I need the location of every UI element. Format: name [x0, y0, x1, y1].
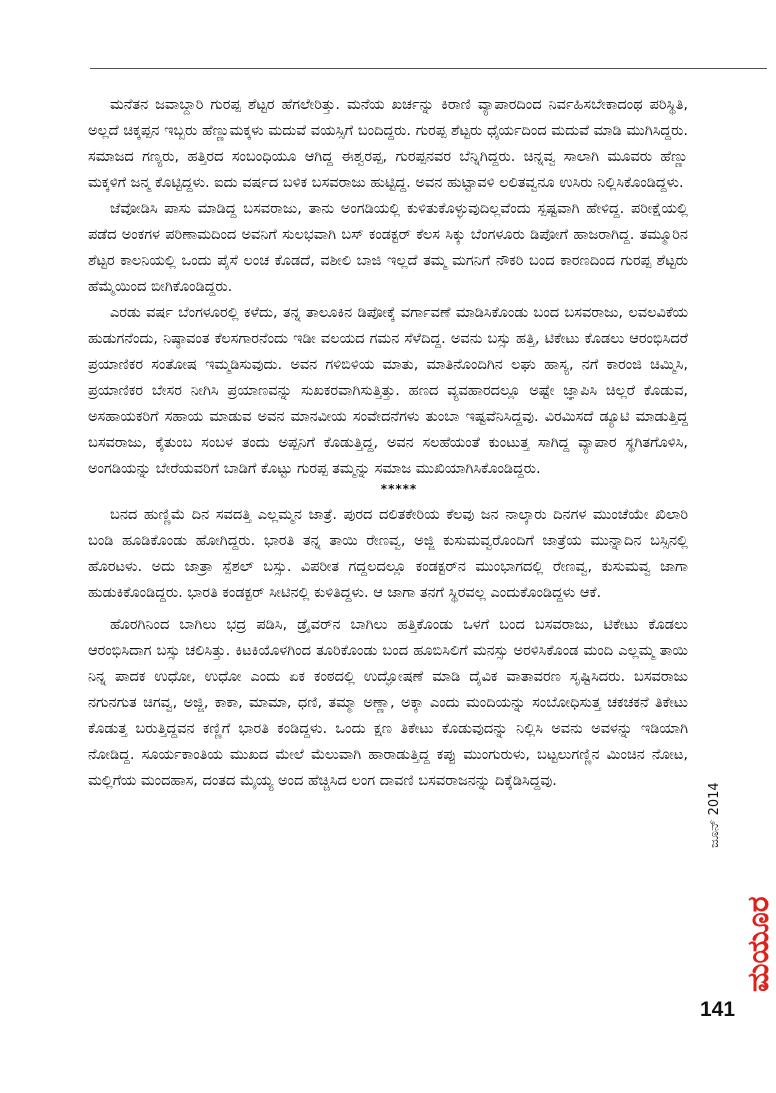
- issue-date: ಜೂನ್ 2014: [707, 782, 722, 848]
- paragraph: ಹೊರಗಿನಿಂದ ಬಾಗಿಲು ಭದ್ರ ಪಡಿಸಿ, ಡ್ರೈವರ್‌ನ ಬಾಗಿಲು ಹತ್ತಿಕೊಂಡು ಒಳಗೆ ಬಂದ ಬಸವರಾಜು, ಟಿಕೇಟು ಕೊಡಲು ಆರಂಭಿಸಿದಾಗ ಬಸ್ಸು ಚಲಿಸಿತ್ತು. ಕಿಟಕಿಯೊಳಗಿಂದ ತೂರಿಕೊಂಡು ಬಂದ ಹೂಬಿಸಿಲಿಗೆ ಮನಸ್ಸು ಅರಳಿಸಿಕೊಂಡ ಮಂದಿ ಎಲ್ಲಮ್ಮ ತಾಯಿ ನಿನ್ನ ಪಾದಕ ಉಧೋ, ಉಧೋ ಎಂದು ಏಕ ಕಂಠದಲ್ಲಿ ಉದ್ಘೋಷಣೆ ಮಾಡಿ ದೈವಿಕ ವಾತಾವರಣ ಸೃಷ್ಟಿಸಿದರು. ಬಸವರಾಜು ನಗುನಗುತ ಚಿಗವ್ವ, ಅಜ್ಜಿ, ಕಾಕಾ, ಮಾಮಾ, ಧಣಿ, ತಮ್ಮಾ ಅಣ್ಣಾ, ಅಕ್ಕಾ ಎಂದು ಮಂದಿಯನ್ನು ಸಂಬೋಧಿಸುತ್ತ ಚಕಚಕನೆ ತಿಕೇಟು ಕೊಡುತ್ತ ಬರುತ್ತಿದ್ದವನ ಕಣ್ಣಿಗೆ ಭಾರತಿ ಕಂಡಿದ್ದಳು. ಒಂದು ಕ್ಷಣ ತಿಕೇಟು ಕೊಡುವುದನ್ನು ನಿಲ್ಲಿಸಿ ಅವನು ಅವಳನ್ನು ಇಡಿಯಾಗಿ ನೋಡಿದ್ದ. ಸೂರ್ಯಕಾಂತಿಯ ಮುಖದ ಮೇಲೆ ಮೆಲುವಾಗಿ ಹಾರಾಡುತ್ತಿದ್ದ ಕಪ್ಪು ಮುಂಗುರುಳು, ಬಟ್ಟಲುಗಣ್ಣಿನ ಮಿಂಚಿನ ನೋಟ, ಮಲ್ಲಿಗೆಯ ಮಂದಹಾಸ, ದಂತದ ಮೈಯ್ಯ ಅಂದ ಹೆಚ್ಚಿಸಿದ ಲಂಗ ದಾವಣಿ ಬಸವರಾಜನನ್ನು ದಿಕ್ಕೆಡಿಸಿದ್ದವು.: [88, 617, 689, 789]
- header-rule: [90, 68, 767, 69]
- article-body: [88, 92, 688, 794]
- paragraph: ಬನದ ಹುಣ್ಣಿಮೆ ದಿನ ಸವದತ್ತಿ ಎಲ್ಲಮ್ಮನ ಜಾತ್ರೆ. ಪುರದ ದಲಿತಕೇರಿಯ ಕೆಲವು ಜನ ನಾಲ್ಕಾರು ದಿನಗಳ ಮುಂಚೆಯೇ ಖಿಲಾರಿ ಬಂಡಿ ಹೂಡಿಕೊಂಡು ಹೋಗಿದ್ದರು. ಭಾರತಿ ತನ್ನ ತಾಯಿ ರೇಣವ್ವ, ಅಜ್ಜಿ ಕುಸುಮವ್ವರೊಂದಿಗೆ ಜಾತ್ರೆಯ ಮುನ್ನಾದಿನ ಬಸ್ಸಿನಲ್ಲಿ ಹೊರಟಳು. ಅದು ಜಾತ್ರಾ ಸ್ಪೆಶಲ್ ಬಸ್ಸು. ವಿಪರೀತ ಗದ್ದಲದಲ್ಲೂ ಕಂಡಕ್ಟರ್‌ನ ಮುಂಭಾಗದಲ್ಲಿ ರೇಣವ್ವ, ಕುಸುಮವ್ವ ಜಾಗಾ ಹುಡುಕಿಕೊಂಡಿದ್ದರು. ಭಾರತಿ ಕಂಡಕ್ಟರ್ ಸೀಟಿನಲ್ಲಿ ಕುಳಿತಿದ್ದಳು. ಆ ಜಾಗಾ ತನಗೆ ಸ್ಥಿರವಲ್ಲ ಎಂದುಕೊಂಡಿದ್ದಳು ಆಕೆ.: [88, 507, 688, 601]
- paragraph: ಜೆವೋಡಿಸಿ ಪಾಸು ಮಾಡಿದ್ದ ಬಸವರಾಜು, ತಾನು ಅಂಗಡಿಯಲ್ಲಿ ಕುಳಿತುಕೊಳ್ಳುವುದಿಲ್ಲವೆಂದು ಸ್ಪಷ್ಟವಾಗಿ ಹೇಳಿದ್ದ. ಪರೀಕ್ಷೆಯಲ್ಲಿ ಪಡೆದ ಅಂಕಗಳ ಪರಿಣಾಮದಿಂದ ಅವನಿಗೆ ಸುಲಭವಾಗಿ ಬಸ್ ಕಂಡಕ್ಟರ್ ಕೆಲಸ ಸಿಕ್ಕು ಬೆಂಗಳೂರು ಡಿಪೋಗೆ ಹಾಜರಾಗಿದ್ದ. ತಮ್ಮೂರಿನ ಶೆಟ್ಟರ ಕಾಲನಿಯಲ್ಲಿ ಒಂದು ಪೈಸೆ ಲಂಚ ಕೊಡದೆ, ವಶೀಲಿ ಬಾಜಿ ಇಲ್ಲದೆ ತಮ್ಮ ಮಗನಿಗೆ ನೌಕರಿ ಬಂದ ಕಾರಣದಿಂದ ಗುರಪ್ಪ ಶೆಟ್ಟರು ಹೆಮ್ಮೆಯಿಂದ ಬೀಗಿಕೊಂಡಿದ್ದರು.: [88, 201, 688, 295]
- paragraph: ಎರಡು ವರ್ಷ ಬೆಂಗಳೂರಲ್ಲಿ ಕಳೆದು, ತನ್ನ ತಾಲೂಕಿನ ಡಿಪೋಕ್ಕೆ ವರ್ಗಾವಣೆ ಮಾಡಿಸಿಕೊಂಡು ಬಂದ ಬಸವರಾಜು, ಲವಲವಿಕೆಯ ಹುಡುಗನೆಂದು, ನಿಷ್ಠಾವಂತ ಕೆಲಸಗಾರನೆಂದು ಇಡೀ ವಲಯದ ಗಮನ ಸೆಳೆದಿದ್ದ. ಅವನು ಬಸ್ಸು ಹತ್ತಿ, ಟಿಕೇಟು ಕೊಡಲು ಆರಂಭಿಸಿದರೆ ಪ್ರಯಾಣಿಕರ ಸಂತೋಷ ಇಮ್ಮಡಿಸುವುದು. ಅವನ ಗಳಿಬಿಳಿಯ ಮಾತು, ಮಾತಿನೊಂದಿಗಿನ ಲಘು ಹಾಸ್ಯ, ನಗೆ ಕಾರಂಜಿ ಚಿಮ್ಮಿಸಿ, ಪ್ರಯಾಣಿಕರ ಬೇಸರ ನೀಗಿಸಿ ಪ್ರಯಾಣವನ್ನು ಸುಖಕರವಾಗಿಸುತ್ತಿತ್ತು. ಹಣದ ವ್ಯವಹಾರದಲ್ಲೂ ಅಷ್ಟೇ ಜ್ಞಾಪಿಸಿ ಚಿಲ್ಲರೆ ಕೊಡುವ, ಅಸಹಾಯಕರಿಗೆ ಸಹಾಯ ಮಾಡುವ ಅವನ ಮಾನವೀಯ ಸಂವೇದನೆಗಳು ತುಂಬಾ ಇಷ್ಟವೆನಿಸಿದ್ದವು. ವಿರಮಿಸದೆ ಡ್ಯೂಟಿ ಮಾಡುತ್ತಿದ್ದ ಬಸವರಾಜು, ಕೈತುಂಬ ಸಂಬಳ ತಂದು ಅಪ್ಪನಿಗೆ ಕೊಡುತ್ತಿದ್ದ, ಅವನ ಸಲಹೆಯಂತೆ ಕುಂಟುತ್ತ ಸಾಗಿದ್ದ ವ್ಯಾಪಾರ ಸ್ಥಗಿತಗೊಳಿಸಿ, ಅಂಗಡಿಯನ್ನು ಬೇರೆಯವರಿಗೆ ಬಾಡಿಗೆ ಕೊಟ್ಟು ಗುರಪ್ಪ ತಮ್ಮನ್ನು ಸಮಾಜ ಮುಖಿಯಾಗಿಸಿಕೊಂಡಿದ್ದರು.: [88, 305, 688, 477]
- section-separator: *****: [380, 482, 418, 496]
- paragraph: ಮನೆತನ ಜವಾಬ್ದಾರಿ ಗುರಪ್ಪ ಶೆಟ್ಟರ ಹೆಗಲೇರಿತ್ತು. ಮನೆಯ ಖರ್ಚನ್ನು ಕಿರಾಣಿ ವ್ಯಾಪಾರದಿಂದ ನಿರ್ವಹಿಸಬೇಕಾದಂಥ ಪರಿಸ್ಥಿತಿ, ಅಲ್ಲದೆ ಚಿಕ್ಕಪ್ಪನ ಇಬ್ಬರು ಹೆಣ್ಣುಮಕ್ಕಳು ಮದುವೆ ವಯಸ್ಸಿಗೆ ಬಂದಿದ್ದರು. ಗುರಪ್ಪ ಶೆಟ್ಟರು ಧೈರ್ಯದಿಂದ ಮದುವೆ ಮಾಡಿ ಮುಗಿಸಿದ್ದರು. ಸಮಾಜದ ಗಣ್ಯರು, ಹತ್ತಿರದ ಸಂಬಂಧಿಯೂ ಆಗಿದ್ದ ಈಶ್ವರಪ್ಪ, ಗುರಪ್ಪನವರ ಬೆನ್ನಿಗಿದ್ದರು. ಚಿನ್ನವ್ವ ಸಾಲಾಗಿ ಮೂವರು ಹೆಣ್ಣು ಮಕ್ಕಳಿಗೆ ಜನ್ಮ ಕೊಟ್ಟಿದ್ದಳು. ಐದು ವರ್ಷದ ಬಳಿಕ ಬಸವರಾಜು ಹುಟ್ಟಿದ್ದ. ಅವನ ಹುಟ್ಟಾವಳಿ ಲಲಿತವ್ವನೂ ಉಸಿರು ನಿಲ್ಲಿಸಿಕೊಂಡಿದ್ದಳು.: [88, 97, 688, 191]
- magazine-logo: ಮಯೂರ: [741, 896, 776, 992]
- page-number: 141: [700, 998, 736, 1021]
